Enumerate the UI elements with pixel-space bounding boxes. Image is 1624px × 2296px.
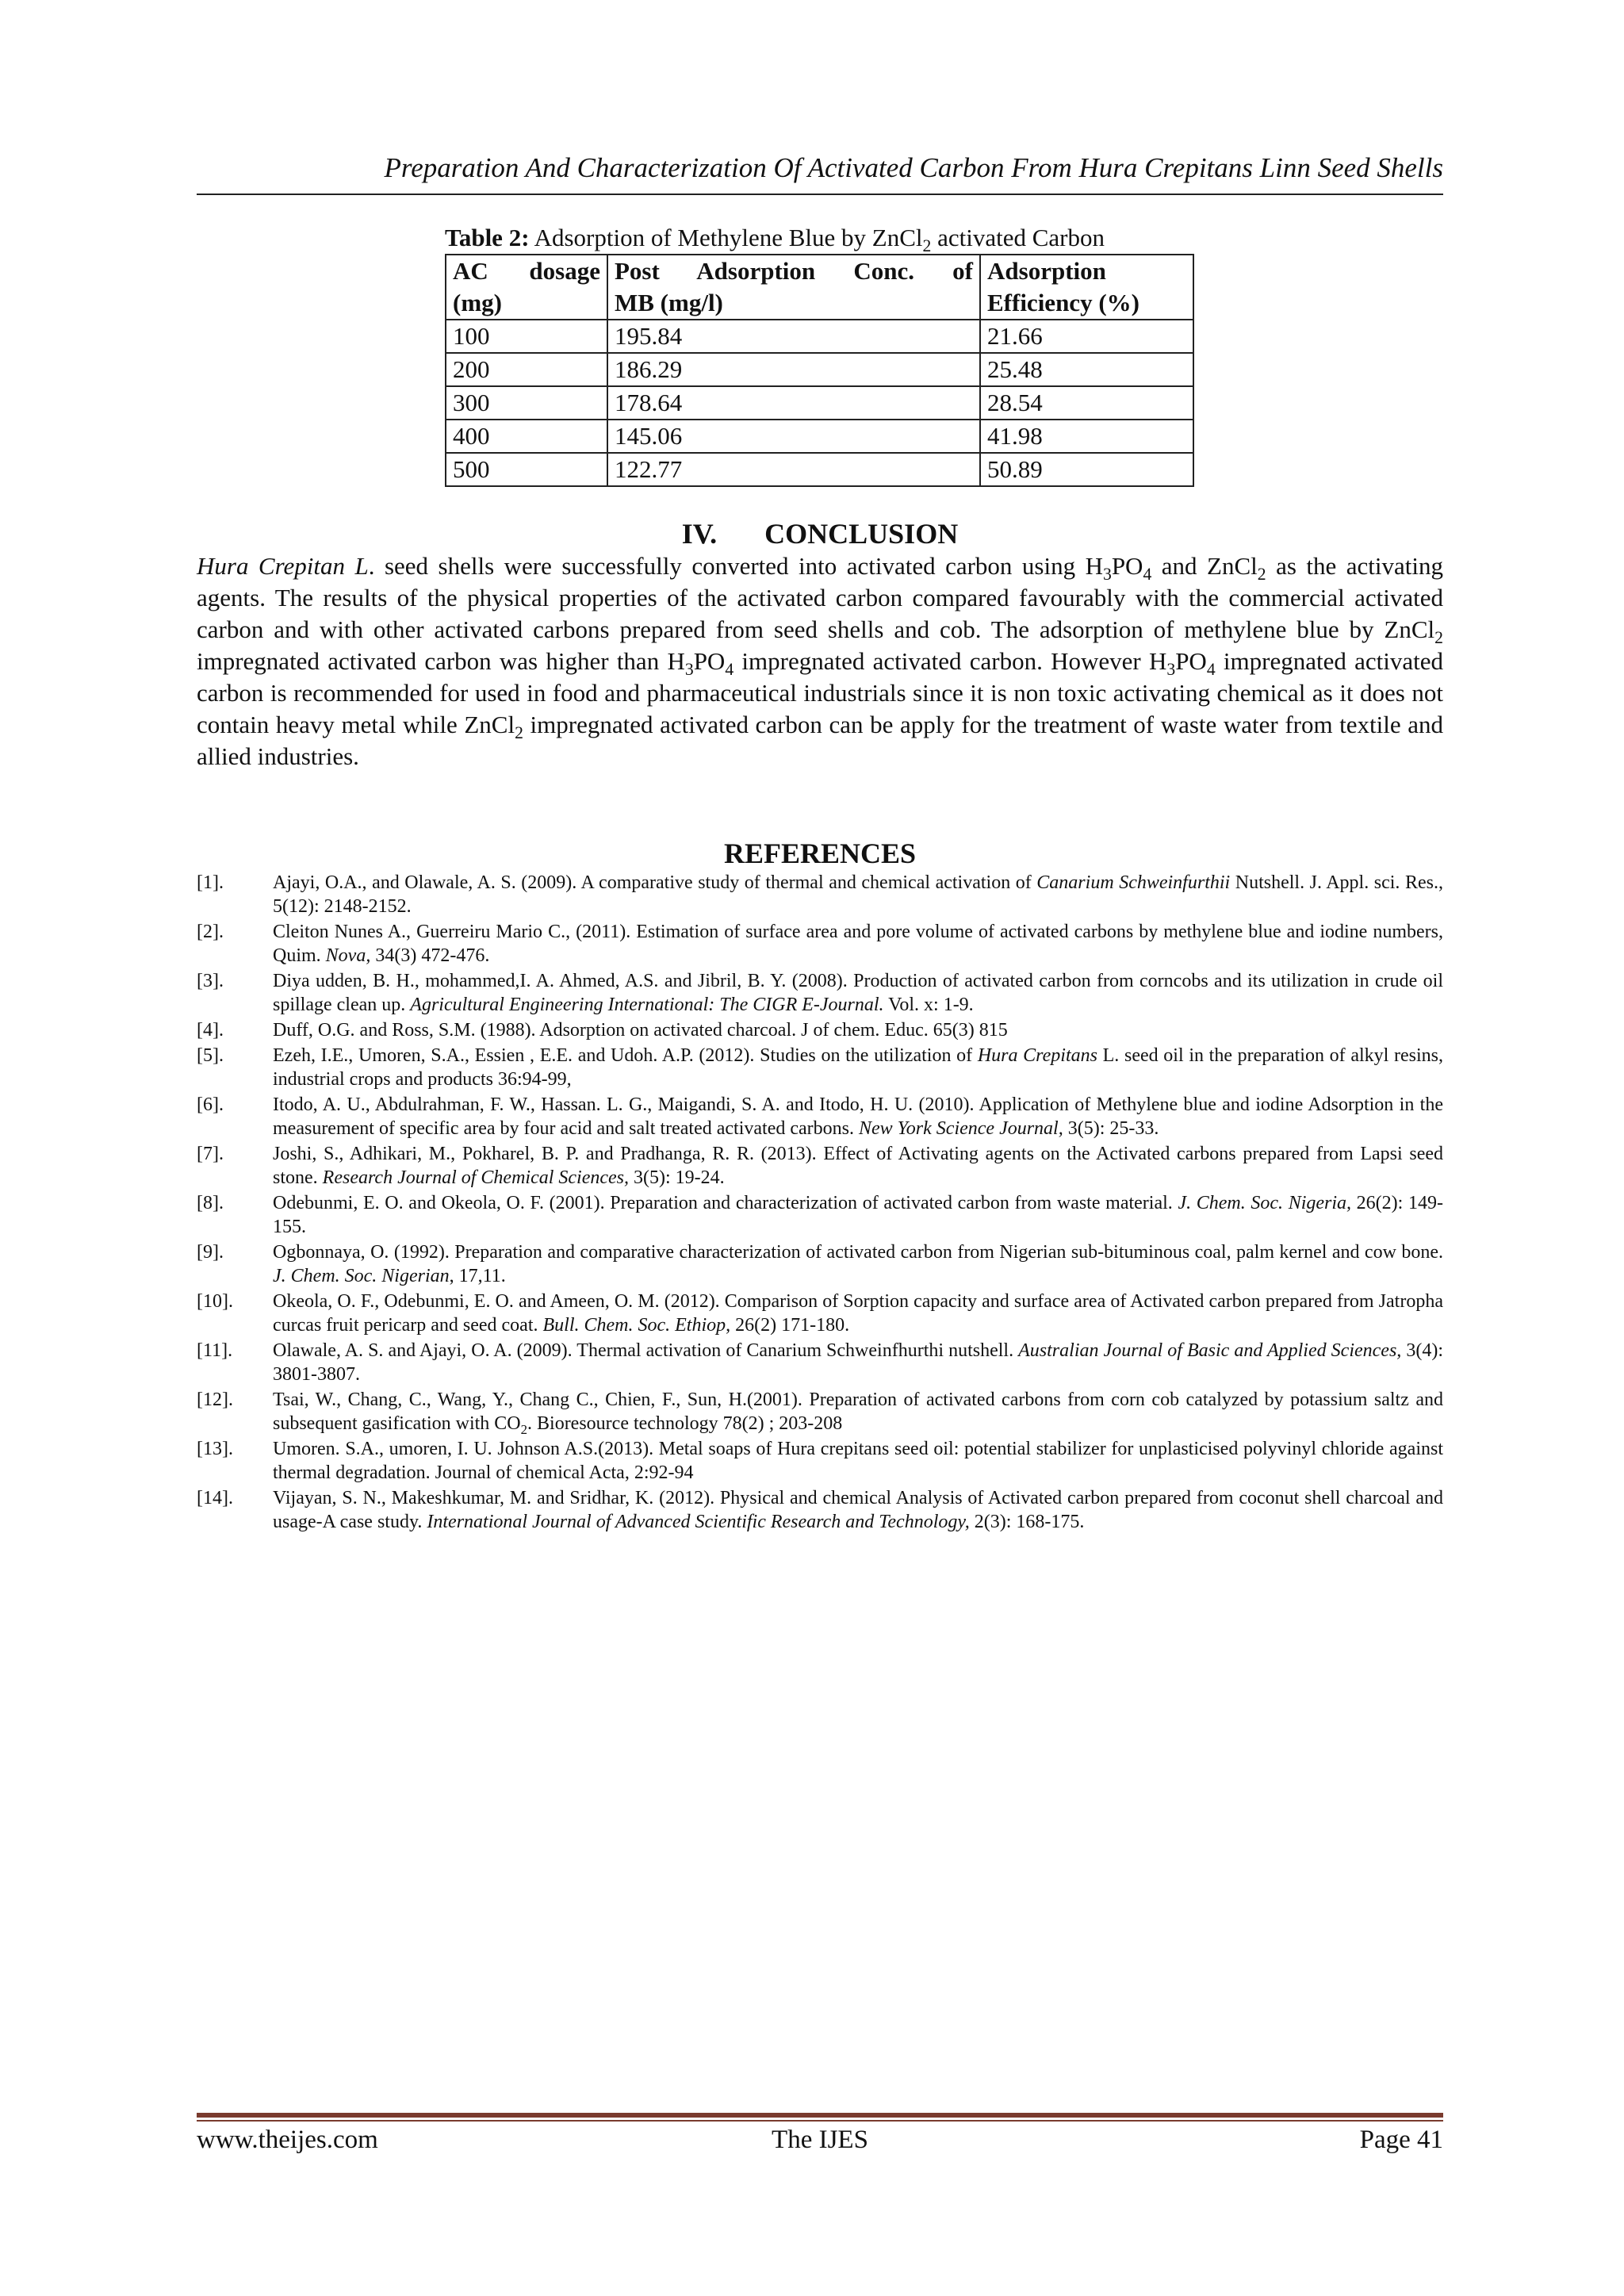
reference-item [197, 1240, 1443, 1288]
table-caption-label: Table 2: [445, 224, 530, 251]
reference-number: [9]. [197, 1242, 224, 1263]
reference-item [197, 920, 1443, 968]
reference-segment: , 17,11. [449, 1266, 506, 1286]
reference-segment: Tsai, W., Chang, C., Wang, Y., Chang C., Chien, F., Sun, H.(2001). Preparation of activated carbons from corn cob catalyzed by potassium saltz and subsequent gasification with CO [273, 1389, 1443, 1434]
conclusion-italic-lead: Hura Crepitan L [197, 552, 369, 580]
reference-segment: Vol. x: 1-9. [883, 995, 974, 1015]
table-cell: 300 [446, 386, 607, 420]
reference-segment: Diya udden, B. H., mohammed,I. A. Ahmed, A.S. and Jibril, B. Y. (2008). Production of activated carbon from corncobs and its utilization in crude oil spillage clean up. [273, 971, 1443, 1015]
reference-number: [7]. [197, 1144, 224, 1164]
conclusion-text: impregnated activated carbon is recommended for used in food and pharmaceutical industrials since it is non toxic activating chemical as it does not contain heavy metal while ZnCl [197, 647, 1443, 738]
reference-segment: 3(4): 3801-3807. [273, 1340, 1444, 1385]
reference-text [273, 1290, 1443, 1337]
table-cell: 28.54 [980, 386, 1193, 420]
reference-number: [12]. [197, 1389, 233, 1410]
reference-text [273, 1044, 1443, 1091]
table-cell: 41.98 [980, 420, 1193, 453]
reference-item [197, 1437, 1443, 1485]
reference-segment: Ogbonnaya, O. (1992). Preparation and comparative characterization of activated carbon from Nigerian sub-bituminous coal, palm kernel and cow bone. [273, 1242, 1443, 1263]
subscript: 3 [1102, 565, 1112, 585]
conclusion-text: PO [1175, 647, 1207, 675]
reference-item [197, 1018, 1443, 1042]
table-cell: 178.64 [607, 386, 980, 420]
footer-page-number: Page 41 [1359, 2125, 1443, 2154]
reference-number: [3]. [197, 971, 224, 991]
reference-item [197, 1290, 1443, 1337]
reference-text [273, 1018, 1443, 1042]
reference-italic: Hura Crepitans [977, 1045, 1097, 1066]
references-heading: REFERENCES [723, 838, 917, 869]
reference-segment: 2(3): 168-175. [969, 1512, 1085, 1532]
reference-item [197, 1093, 1443, 1140]
reference-segment: 26(2) 171-180. [730, 1315, 850, 1336]
conclusion-text: impregnated activated carbon was higher than H [197, 647, 685, 675]
reference-text [273, 1093, 1443, 1140]
table-row [446, 353, 1193, 386]
footer-rule-thick [197, 2113, 1443, 2118]
reference-number: [8]. [197, 1193, 224, 1213]
reference-segment: Olawale, A. S. and Ajayi, O. A. (2009). Thermal activation of Canarium Schweinfhurthi nutshell. [273, 1340, 1019, 1361]
table-cell: 400 [446, 420, 607, 453]
table-cell: 195.84 [607, 320, 980, 353]
conclusion-text: as the activating agents. The results of the physical properties of the activated carbon compared favourably with the commercial activated carbon and with other activated carbons prepared from seed shells and cob. The adsorption of methylene blue by ZnCl [197, 552, 1443, 643]
conclusion-text: . seed shells were successfully converted into activated carbon using H [368, 552, 1103, 580]
col-header-post-conc-line1: Post Adsorption Conc. of [615, 257, 973, 285]
reference-text [273, 1388, 1443, 1435]
reference-segment: Vijayan, S. N., Makeshkumar, M. and Sridhar, K. (2012). Physical and chemical Analysis of Activated carbon prepared from coconut shell charcoal and usage-A case study. [273, 1488, 1443, 1532]
subscript: 2 [1257, 565, 1266, 585]
reference-segment: Joshi, S., Adhikari, M., Pokharel, B. P. and Pradhanga, R. R. (2013). Effect of Activating agents on the Activated carbons prepared from Lapsi seed stone. [273, 1144, 1443, 1188]
reference-segment: Cleiton Nunes A., Guerreiru Mario C., (2011). Estimation of surface area and pore volume of activated carbons by methylene blue and iodine numbers, Quim. [273, 922, 1443, 966]
subscript: 2 [1434, 628, 1443, 648]
col-header-efficiency [980, 255, 1193, 320]
col-header-dosage-line1: AC dosage [453, 257, 600, 285]
col-header-efficiency-line1: Adsorption [987, 257, 1106, 285]
reference-italic: Australian Journal of Basic and Applied Sciences, [1018, 1340, 1402, 1361]
reference-segment: Duff, O.G. and Ross, S.M. (1988). Adsorption on activated charcoal. J of chem. Educ. 65(3) 815 [273, 1020, 1008, 1041]
conclusion-text: impregnated activated carbon. However H [733, 647, 1167, 675]
footer-journal: The IJES [772, 2125, 868, 2154]
table-cell: 200 [446, 353, 607, 386]
table-cell: 122.77 [607, 453, 980, 486]
table-header-row [446, 255, 1193, 320]
reference-item [197, 1191, 1443, 1239]
reference-item [197, 1339, 1443, 1386]
reference-item [197, 969, 1443, 1017]
reference-segment: 34(3) 472-476. [370, 945, 490, 966]
subscript: 4 [725, 660, 734, 680]
col-header-dosage-line2: (mg) [453, 289, 502, 316]
reference-text [273, 1437, 1443, 1485]
running-header [197, 152, 1443, 195]
table-caption [445, 222, 1194, 254]
conclusion-heading [197, 517, 1443, 550]
subscript: 3 [684, 660, 694, 680]
table-cell: 145.06 [607, 420, 980, 453]
reference-text [273, 969, 1443, 1017]
table-cell: 21.66 [980, 320, 1193, 353]
reference-segment: Ajayi, O.A., and Olawale, A. S. (2009). A comparative study of thermal and chemical activation of [273, 872, 1037, 893]
reference-number: [14]. [197, 1488, 233, 1508]
reference-segment: 3(5): 19-24. [629, 1167, 725, 1188]
running-title: Preparation And Characterization Of Activated Carbon From Hura Crepitans Linn Seed Shells [384, 152, 1443, 183]
caption-subscript: 2 [922, 236, 932, 256]
section-number: IV. [681, 518, 718, 550]
reference-text [273, 1486, 1443, 1534]
reference-number: [10]. [197, 1291, 233, 1312]
reference-item [197, 1044, 1443, 1091]
table-row [446, 453, 1193, 486]
conclusion-text: PO [693, 647, 726, 675]
reference-italic: Canarium Schweinfurthii [1036, 872, 1231, 893]
col-header-dosage [446, 255, 607, 320]
table-cell: 25.48 [980, 353, 1193, 386]
reference-list [197, 871, 1443, 1535]
col-header-post-conc [607, 255, 980, 320]
reference-number: [13]. [197, 1439, 233, 1459]
table-cell: 50.89 [980, 453, 1193, 486]
reference-number: [1]. [197, 872, 224, 893]
conclusion-text: PO [1111, 552, 1143, 580]
table-caption-text: Adsorption of Methylene Blue by ZnCl [534, 224, 923, 251]
reference-item [197, 871, 1443, 918]
reference-segment: Itodo, A. U., Abdulrahman, F. W., Hassan. L. G., Maigandi, S. A. and Itodo, H. U. (2010). Application of Methylene blue and iodine Adsorption in the measurement of specific area by four acid and salt treated activated carbons. [273, 1094, 1443, 1139]
reference-italic: International Journal of Advanced Scientific Research and Technology, [427, 1512, 970, 1532]
reference-subscript: 2 [520, 1421, 528, 1437]
conclusion-text: impregnated activated carbon can be apply for the treatment of waste water from textile and allied industries. [197, 711, 1443, 770]
col-header-post-conc-line2: MB (mg/l) [615, 289, 723, 316]
subscript: 4 [1143, 565, 1152, 585]
table-row [446, 320, 1193, 353]
reference-number: [6]. [197, 1094, 224, 1115]
reference-segment: . Bioresource technology 78(2) ; 203-208 [527, 1413, 843, 1434]
reference-italic: Agricultural Engineering International: The CIGR E-Journal. [410, 995, 884, 1015]
table-cell: 100 [446, 320, 607, 353]
reference-segment: Okeola, O. F., Odebunmi, E. O. and Ameen, O. M. (2012). Comparison of Sorption capacity and surface area of Activated carbon prepared from Jatropha curcas fruit pericarp and seed coat. [273, 1291, 1443, 1336]
reference-text [273, 1142, 1443, 1190]
footer-rule-thin [197, 2120, 1443, 2122]
reference-italic: Nova, [325, 945, 371, 966]
reference-item [197, 1486, 1443, 1534]
footer-website: www.theijes.com [197, 2125, 378, 2154]
col-header-efficiency-line2: Efficiency (%) [987, 289, 1139, 316]
reference-number: [11]. [197, 1340, 233, 1361]
reference-item [197, 1388, 1443, 1435]
subscript: 3 [1166, 660, 1176, 680]
reference-number: [2]. [197, 922, 224, 942]
reference-italic: J. Chem. Soc. Nigerian [273, 1266, 450, 1286]
reference-segment: L. seed oil in the preparation of alkyl resins, industrial crops and products 36:94-99, [273, 1045, 1443, 1090]
table-row [446, 420, 1193, 453]
reference-italic: Bull. Chem. Soc. Ethiop, [542, 1315, 731, 1336]
table-cell: 500 [446, 453, 607, 486]
reference-number: [4]. [197, 1020, 224, 1041]
reference-italic: J. Chem. Soc. Nigeria, [1178, 1193, 1352, 1213]
reference-number: [5]. [197, 1045, 224, 1066]
conclusion-text: and ZnCl [1151, 552, 1258, 580]
reference-text [273, 871, 1443, 918]
reference-segment: Odebunmi, E. O. and Okeola, O. F. (2001). Preparation and characterization of activated carbon from waste material. [273, 1193, 1178, 1213]
adsorption-table [445, 254, 1194, 487]
reference-segment: Ezeh, I.E., Umoren, S.A., Essien , E.E. and Udoh. A.P. (2012). Studies on the utilization of [273, 1045, 978, 1066]
section-title: CONCLUSION [764, 518, 959, 550]
reference-italic: Research Journal of Chemical Sciences, [322, 1167, 630, 1188]
subscript: 4 [1206, 660, 1216, 680]
reference-italic: New York Science Journal, [858, 1118, 1063, 1139]
reference-text [273, 920, 1443, 968]
reference-segment: Umoren. S.A., umoren, I. U. Johnson A.S.(2013). Metal soaps of Hura crepitans seed oil: potential stabilizer for unplasticised polyvinyl chloride against thermal degradation. Journal of chemical Acta, 2:92-94 [273, 1439, 1443, 1483]
table-caption-text-end: activated Carbon [931, 224, 1105, 251]
reference-item [197, 1142, 1443, 1190]
table-row [446, 386, 1193, 420]
table-cell: 186.29 [607, 353, 980, 386]
reference-segment: 26(2): 149-155. [273, 1193, 1443, 1237]
reference-segment: Nutshell. J. Appl. sci. Res., 5(12): 2148-2152. [273, 872, 1443, 917]
subscript: 2 [515, 723, 523, 743]
table-2 [445, 222, 1194, 487]
reference-segment: 3(5): 25-33. [1063, 1118, 1159, 1139]
reference-text [273, 1240, 1443, 1288]
conclusion-paragraph [197, 550, 1443, 772]
reference-text [273, 1191, 1443, 1239]
reference-text [273, 1339, 1443, 1386]
